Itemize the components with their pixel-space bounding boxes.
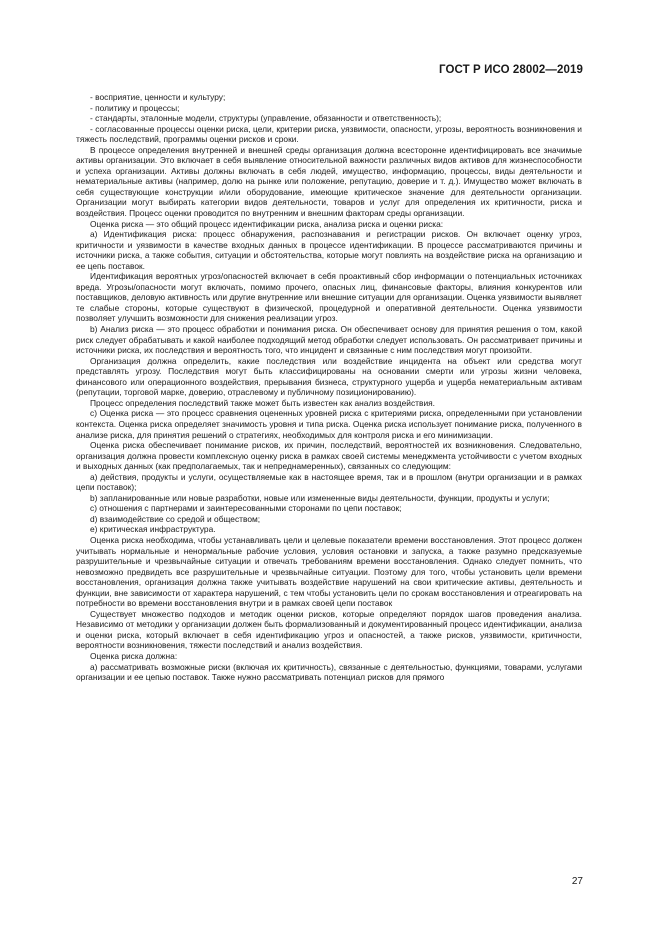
paragraph: Организация должна определить, какие последствия или воздействие инцидента на объект или средства могут представлять угрозу. Последствия могут быть классифицированы на основании смерти или угрозы жизни человека, финансового или операционного воздействия, прерывания бизнеса, структурного ущерба и ущерба нематериальным активам (репутации, торговой марке, доверию, отраслевому и публичному позиционированию).	[76, 355, 582, 398]
list-item: a) действия, продукты и услуги, осуществляемые как в настоящее время, так и в прошлом (внутри организации и в рамках цепи поставок);	[76, 471, 582, 493]
list-item: - стандарты, эталонные модели, структуры (управление, обязанности и ответственность);	[90, 113, 442, 124]
list-item: a) рассматривать возможные риски (включая их критичность), связанные с деятельностью, функциями, товарами, услугами организации и ее цепью поставок. Также нужно рассматривать потенциал рисков для прямого	[76, 661, 582, 683]
paragraph: Существует множество подходов и методик оценки рисков, которые определяют порядок шагов проведения анализа. Независимо от методики у организации должен быть формализованный и документированный процесс идентификации, анализа и оценки риска, который включает в себя идентификацию угроз и опасностей, а также рисков, уязвимости, критичности, вероятности возникновения, тяжести последствий и анализ воздействия.	[76, 608, 583, 651]
paragraph: Процесс определения последствий также может быть известен как анализ воздействия.	[90, 397, 435, 408]
paragraph: Оценка риска должна:	[90, 650, 178, 661]
paragraph: c) Оценка риска — это процесс сравнения оцененных уровней риска с критериями риска, определенными при установлении контекста. Оценка риска определяет значимость уровня и типа риска. Оценка риска использует понимание риска, полученного в анализе риска, для принятия решений о стратегиях, необходимых для контроля риска и его минимизации.	[76, 408, 582, 440]
paragraph: Оценка риска обеспечивает понимание рисков, их причин, последствий, вероятностей их возникновения. Следовательно, организация должна провести комплексную оценку риска в рамках своей системы менеджмента устойчивости с учетом входных и выходных данных (как предполагаемых, так и непреднамеренных), связанных со следующим:	[76, 440, 582, 472]
page-number: 27	[571, 876, 583, 887]
paragraph: Идентификация вероятных угроз/опасностей включает в себя проактивный сбор информации о потенциальных источниках вреда. Угрозы/опасности могут включать, помимо прочего, опасных лиц, финансовые факторы, влияния конкурентов или поставщиков, деловую активность или другие внутренние или внешние ситуации для организации. Оценка уязвимости выявляет те слабые стороны, которые существуют в физической, процедурной и оперативной деятельности. Оценка уязвимости позволяет улучшить возможности для снижения реализации угроз.	[76, 271, 582, 324]
list-item: - политику и процессы;	[90, 102, 180, 113]
paragraph: В процессе определения внутренней и внешней среды организация должна всесторонне идентифицировать все значимые активы организации. Это включает в себя выявление относительной важности различных видов активов для жизнеспособности и успеха организации. Активы должны включать в себя людей, имущество, информацию, процессы, виды деятельности и нематериальные активы (например, долю на рынке или положение, репутацию, доверие и т. д.). Имущество может включать в себя существующие конструкции и/или оборудование, имеющие критическое значение для деятельности организации. Организации могут выбирать категории видов деятельности, товаров и услуг для определения их критичности, риска и воздействия. Процесс оценки проводится по внутренним и внешним факторам среды организации.	[76, 144, 582, 219]
list-item: - восприятие, ценности и культуру;	[90, 92, 226, 102]
paragraph: Оценка риска — это общий процесс идентификации риска, анализа риска и оценки риска:	[90, 218, 444, 229]
list-item: d) взаимодействие со средой и обществом;	[90, 513, 261, 524]
paragraph: Оценка риска необходима, чтобы устанавливать цели и целевые показатели времени восстановления. Этот процесс должен учитывать нормальные и ненормальные рабочие условия, условия остановки и запуска, а также разумно предсказуемые разрушительные и чрезвычайные ситуации и отвечать требованиям времени восстановления. Однако следует помнить, что невозможно предвидеть все разрушительные и чрезвычайные ситуации. Поэтому для того, чтобы установить цели времени восстановления, организация должна также учитывать воздействие нарушений на свои критические активы, деятельность и функции, вне зависимости от характера нарушений, с тем чтобы установить цели по срокам восстановления и отреагировать на потребности во времени восстановления внутри и в рамках своей цепи поставок	[76, 534, 582, 609]
list-item: c) отношения с партнерами и заинтересованными сторонами по цепи поставок;	[90, 503, 402, 514]
paragraph: b) Анализ риска — это процесс обработки и понимания риска. Он обеспечивает основу для принятия решения о том, какой риск следует обрабатывать и какой наиболее подходящий метод обработки следует использовать. Он рассматривает причины и источники риска, их последствия и вероятность того, что инцидент и связанные с ним последствия могут произойти.	[76, 324, 582, 356]
list-item: b) запланированные или новые разработки, новые или измененные виды деятельности, функции, продукты и услуги;	[90, 492, 550, 503]
list-item: e) критическая инфраструктура.	[90, 524, 216, 535]
standard-header: ГОСТ Р ИСО 28002—2019	[438, 64, 583, 76]
document-body	[76, 92, 582, 683]
list-item: - согласованные процессы оценки риска, цели, критерии риска, уязвимости, опасности, угрозы, вероятность возникновения и тяжесть последствий, программы оценки рисков и сроки.	[76, 123, 582, 145]
paragraph: a) Идентификация риска: процесс обнаружения, распознавания и регистрации рисков. Он включает оценку угроз, критичности и уязвимости в качестве входных данных в процессе идентификации. В процессе рассматриваются причины и источники риска, а также события, ситуации и обстоятельства, которые могут повлиять на воздействие риска на организацию и ее цепь поставок.	[76, 229, 582, 271]
